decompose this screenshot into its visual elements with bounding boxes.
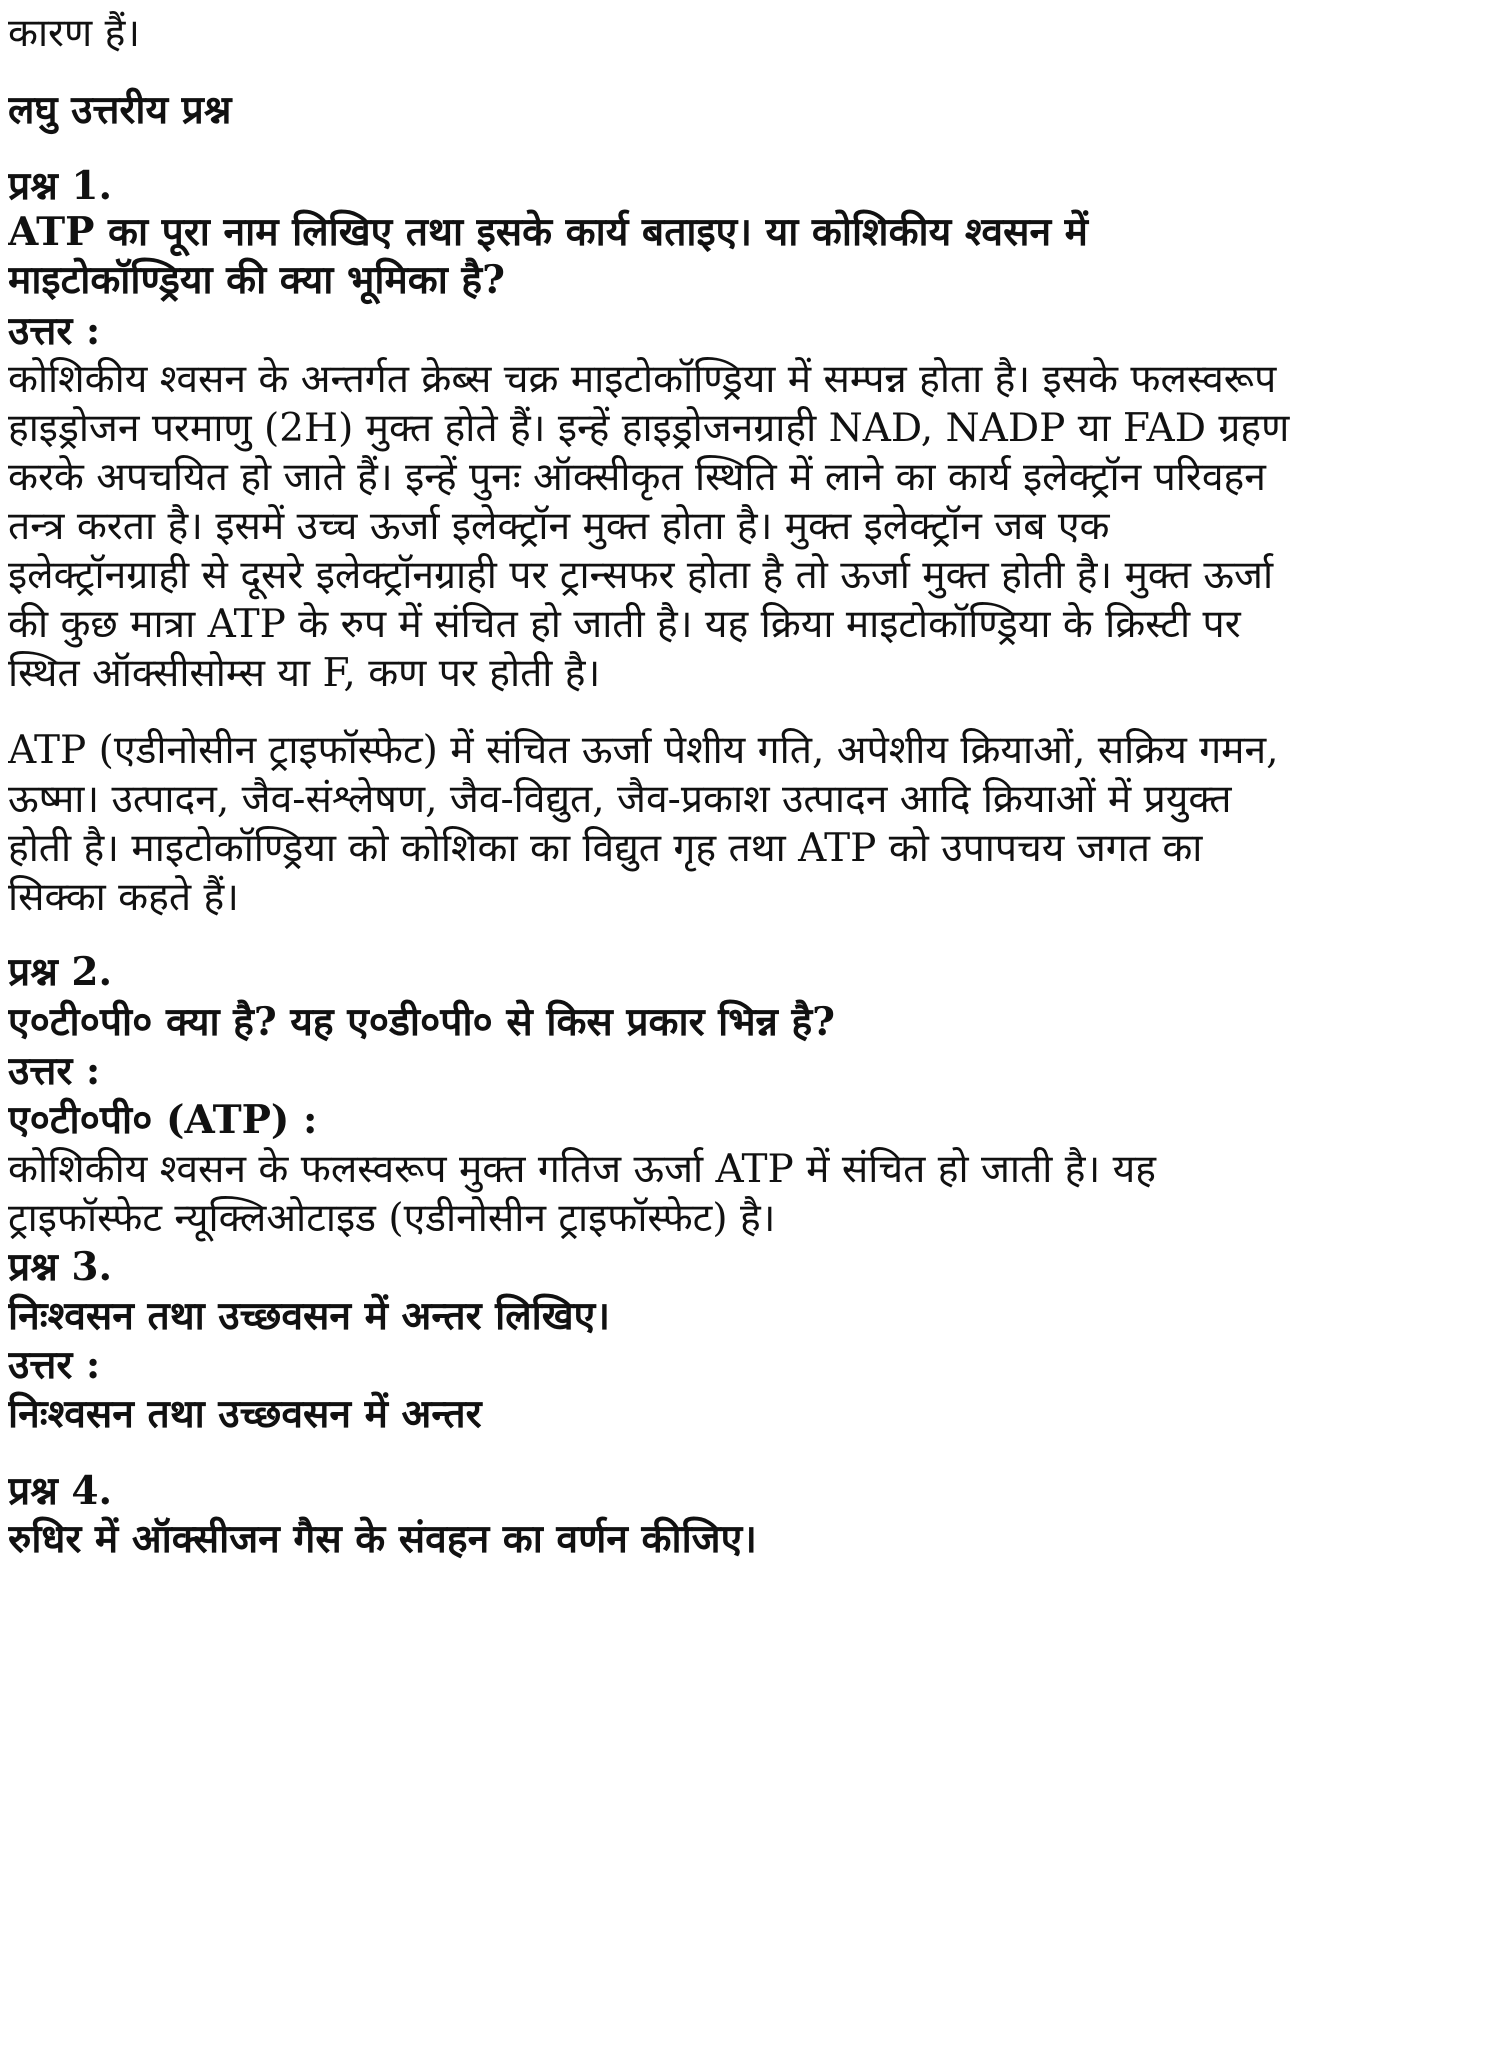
q2-question: ए०टी०पी० क्या है? यह ए०डी०पी० से किस प्रकार भिन्न है?: [8, 999, 836, 1045]
q1-para1-line-5: इलेक्ट्रॉनग्राही से दूसरे इलेक्ट्रॉनग्राही पर ट्रान्सफर होता है तो ऊर्जा मुक्त होती है। मुक्त ऊर्जा: [8, 553, 1274, 598]
q1-para1-line-7: स्थित ऑक्सीसोम्स या F, कण पर होती है।: [8, 651, 601, 696]
q3-question: निःश्वसन तथा उच्छवसन में अन्तर लिखिए।: [8, 1293, 610, 1339]
intro-tail-text: कारण हैं।: [8, 11, 141, 56]
q2-para-line-2: ट्राइफॉस्फेट न्यूक्लिओटाइड (एडीनोसीन ट्राइफॉस्फेट) है।: [8, 1196, 776, 1241]
q1-para2-line-1: ATP (एडीनोसीन ट्राइफॉस्फेट) में संचित ऊर्जा पेशीय गति, अपेशीय क्रियाओं, सक्रिय गमन,: [8, 728, 1279, 773]
q2-sub-heading: ए०टी०पी० (ATP) :: [8, 1097, 318, 1143]
section-title: लघु उत्तरीय प्रश्न: [8, 87, 232, 133]
q1-question-line-2: माइटोकॉण्ड्रिया की क्या भूमिका है?: [8, 257, 505, 303]
q3-label: प्रश्न 3.: [8, 1244, 113, 1290]
q1-question-line-1: ATP का पूरा नाम लिखिए तथा इसके कार्य बताइए। या कोशिकीय श्वसन में: [8, 209, 1088, 255]
q1-para1-line-2: हाइड्रोजन परमाणु (2H) मुक्त होते हैं। इन्हें हाइड्रोजनग्राही NAD, NADP या FAD ग्रहण: [8, 406, 1290, 451]
q2-answer-label: उत्तर :: [8, 1048, 101, 1094]
q2-para-line-1: कोशिकीय श्वसन के फलस्वरूप मुक्त गतिज ऊर्जा ATP में संचित हो जाती है। यह: [8, 1147, 1156, 1192]
q2-label: प्रश्न 2.: [8, 949, 113, 995]
q4-label: प्रश्न 4.: [8, 1468, 113, 1514]
q1-answer-label: उत्तर :: [8, 308, 101, 354]
q1-para1-line-6: की कुछ मात्रा ATP के रुप में संचित हो जाती है। यह क्रिया माइटोकॉण्ड्रिया के क्रिस्टी पर: [8, 602, 1241, 647]
q3-answer-label: उत्तर :: [8, 1342, 101, 1388]
q1-para2-line-2: ऊष्मा। उत्पादन, जैव-संश्लेषण, जैव-विद्युत, जैव-प्रकाश उत्पादन आदि क्रियाओं में प्रयुक्त: [8, 777, 1232, 822]
document-page: [8, 0, 1483, 2048]
q4-question: रुधिर में ऑक्सीजन गैस के संवहन का वर्णन कीजिए।: [8, 1516, 757, 1562]
q1-label: प्रश्न 1.: [8, 163, 113, 209]
q1-para1-line-3: करके अपचयित हो जाते हैं। इन्हें पुनः ऑक्सीकृत स्थिति में लाने का कार्य इलेक्ट्रॉन परिवहन: [8, 455, 1266, 500]
q1-para1-line-4: तन्त्र करता है। इसमें उच्च ऊर्जा इलेक्ट्रॉन मुक्त होता है। मुक्त इलेक्ट्रॉन जब एक: [8, 504, 1110, 549]
q1-para2-line-3: होती है। माइटोकॉण्ड्रिया को कोशिका का विद्युत गृह तथा ATP को उपापचय जगत का: [8, 826, 1203, 871]
q3-sub-heading: निःश्वसन तथा उच्छवसन में अन्तर: [8, 1391, 482, 1437]
q1-para2-line-4: सिक्का कहते हैं।: [8, 875, 239, 920]
q1-para1-line-1: कोशिकीय श्वसन के अन्तर्गत क्रेब्स चक्र माइटोकॉण्ड्रिया में सम्पन्न होता है। इसके फलस्वरूप: [8, 357, 1277, 402]
